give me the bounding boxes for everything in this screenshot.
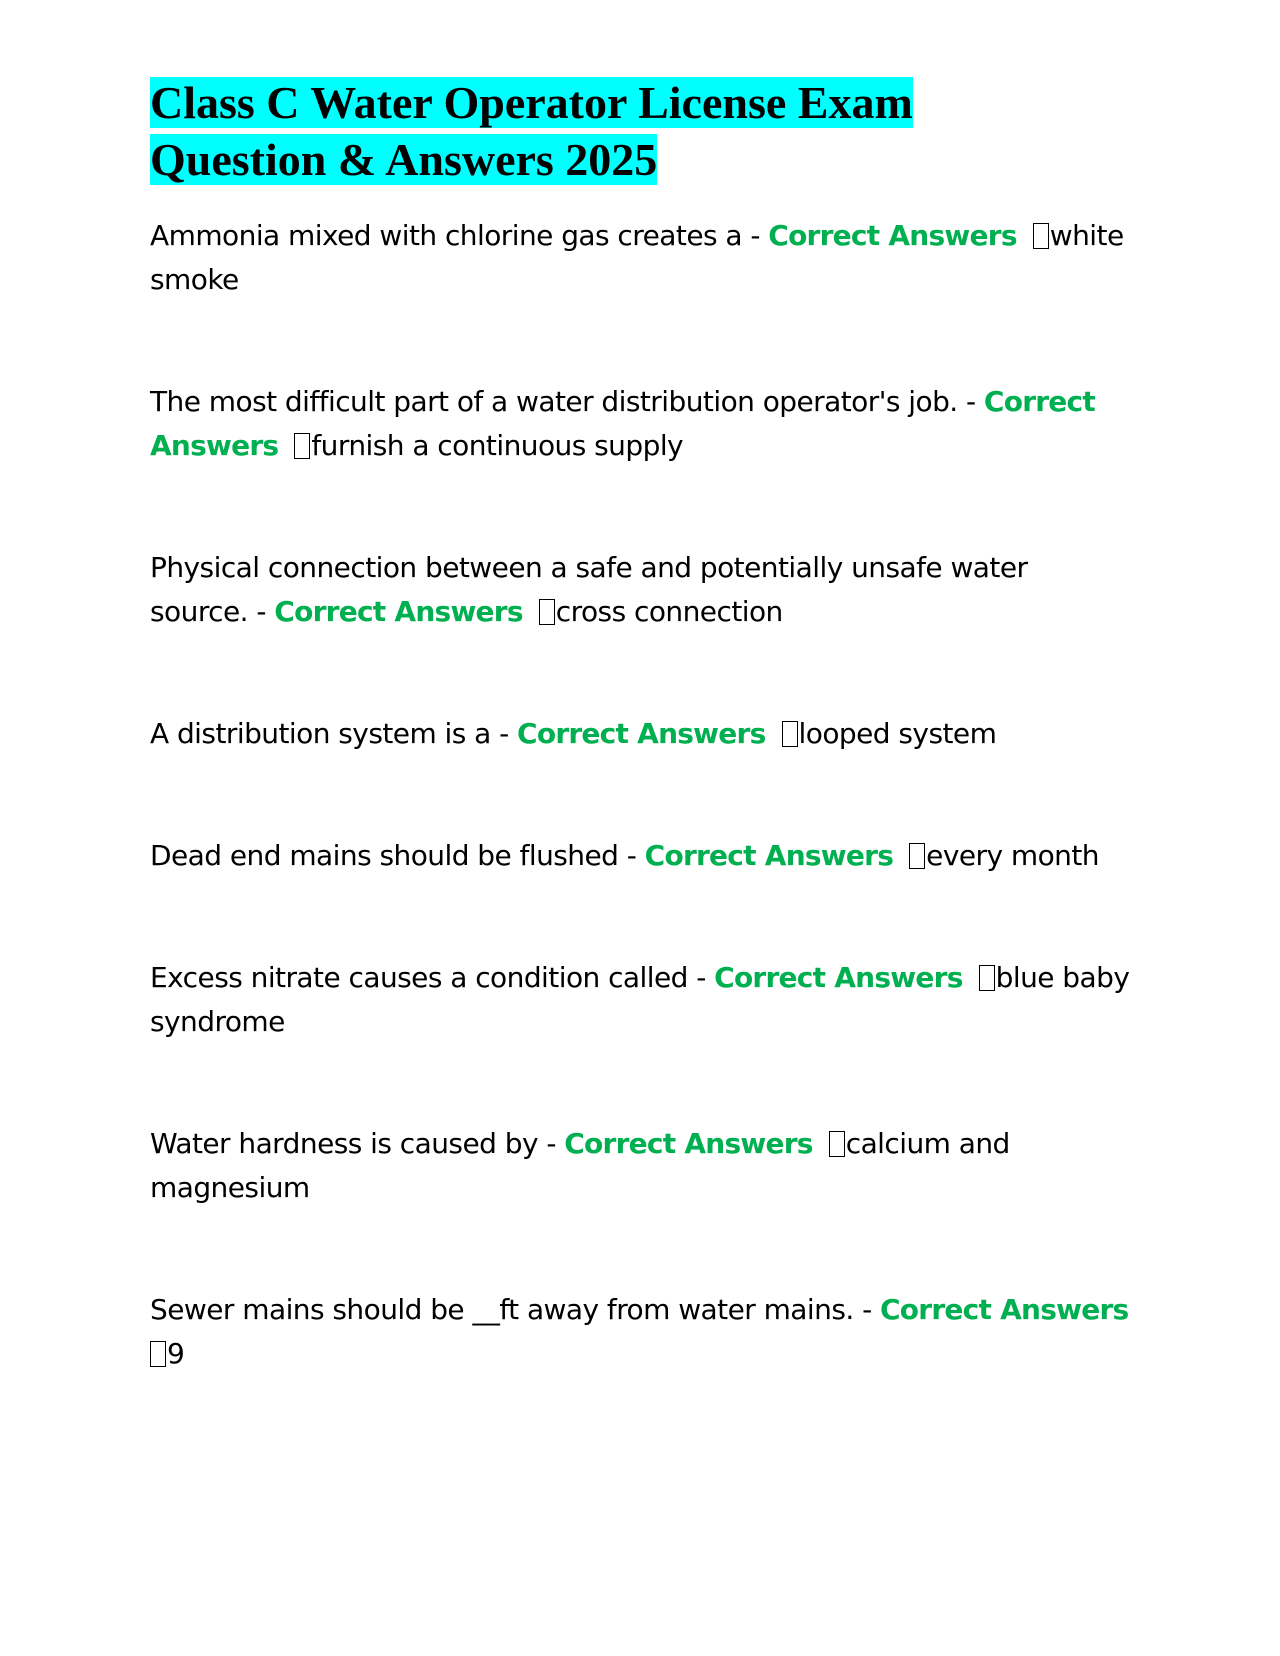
answer-text: calcium and magnesium — [150, 1127, 1010, 1204]
qa-item-5 — [150, 834, 1130, 878]
correct-answers-label: Correct Answers — [564, 1127, 813, 1160]
answer-text: white smoke — [150, 219, 1124, 296]
missing-glyph-box-icon — [1033, 223, 1049, 249]
qa-item-8 — [150, 1288, 1130, 1376]
missing-glyph-box-icon — [979, 965, 995, 991]
missing-glyph-box-icon — [539, 599, 555, 625]
qa-item-1 — [150, 214, 1130, 302]
correct-answers-label: Correct Answers — [644, 839, 894, 872]
question-text: A distribution system is a - — [150, 717, 518, 750]
question-text: Excess nitrate causes a condition called - — [150, 961, 715, 994]
title-line-1: Class C Water Operator License Exam — [150, 77, 913, 128]
answer-text: 9 — [167, 1337, 185, 1370]
missing-glyph-box-icon — [294, 433, 310, 459]
missing-glyph-box-icon — [909, 843, 925, 869]
document-content — [150, 74, 1130, 1454]
question-text: Dead end mains should be flushed - — [150, 839, 645, 872]
correct-answers-label: Correct Answers — [714, 961, 963, 994]
missing-glyph-box-icon — [829, 1131, 845, 1157]
question-text: Physical connection between a safe and potentially unsafe water source. - — [150, 551, 1028, 628]
title-line-2: Question & Answers 2025 — [150, 134, 658, 185]
correct-answers-label: Correct Answers — [879, 1293, 1129, 1326]
correct-answers-label: Correct Answers — [150, 385, 1096, 462]
question-text: Water hardness is caused by - — [150, 1127, 565, 1160]
missing-glyph-box-icon — [150, 1341, 166, 1367]
correct-answers-label: Correct Answers — [768, 219, 1017, 252]
answer-text: looped system — [798, 717, 997, 750]
qa-item-3 — [150, 546, 1130, 634]
answer-text: blue baby syndrome — [150, 961, 1130, 1038]
question-text: The most difficult part of a water distribution operator's job. - — [150, 385, 984, 418]
document-title — [150, 74, 1130, 188]
qa-item-6 — [150, 956, 1130, 1044]
missing-glyph-box-icon — [782, 721, 798, 747]
correct-answers-label: Correct Answers — [274, 595, 523, 628]
question-text: Ammonia mixed with chlorine gas creates a - — [150, 219, 769, 252]
qa-item-4 — [150, 712, 1130, 756]
qa-item-7 — [150, 1122, 1130, 1210]
answer-text: every month — [926, 839, 1099, 872]
qa-item-2 — [150, 380, 1130, 468]
answer-text: furnish a continuous supply — [311, 429, 684, 462]
question-text: Sewer mains should be __ft away from water mains. - — [150, 1293, 880, 1326]
correct-answers-label: Correct Answers — [517, 717, 766, 750]
answer-text: cross connection — [555, 595, 783, 628]
